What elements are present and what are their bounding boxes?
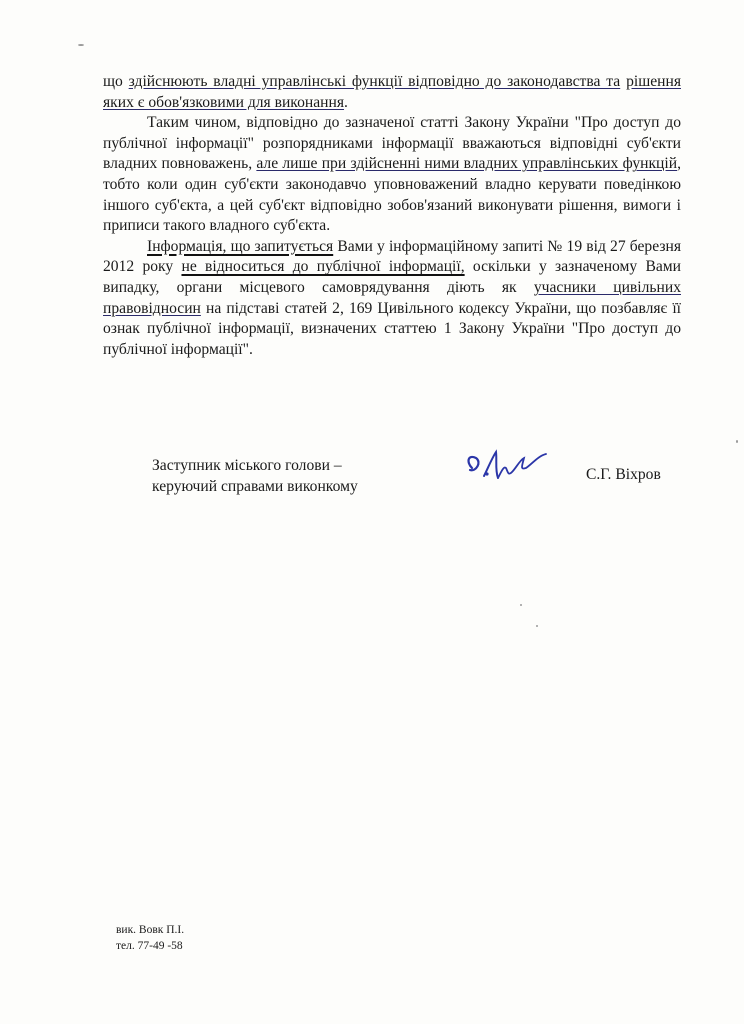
paragraph-3	[103, 237, 681, 361]
signatory-position	[152, 455, 358, 497]
executor-phone: тел. 77-49 -58	[116, 940, 183, 952]
paragraph-2	[103, 113, 681, 237]
underlined-phrase: здійснюють владні управлінські функції відповідно до законодавства та	[128, 73, 621, 90]
letter-body	[103, 72, 681, 360]
executor-name: вик. Вовк П.І.	[116, 924, 185, 936]
text-span: , тобто коли один суб'єкти законодавчо уповноважений владно керувати поведінкою іншого суб'єкта, а цей суб'єкт відповідно зобов'язаний виконувати рішення, вимоги і приписи такого владного суб'єкта.	[103, 155, 681, 235]
scan-speck	[536, 625, 538, 627]
underlined-phrase: але лише при здійсненні ними владних управлінських функцій	[256, 155, 678, 173]
scan-speck	[520, 604, 522, 606]
text-span: що	[103, 73, 129, 90]
position-line: керуючий справами виконкому	[152, 478, 358, 495]
text-span: Таким чином, відповідно до зазначеної статті Закону України "Про доступ до публічної інформації" розпорядниками інформації вважаються відповідні суб'єкти владних повноважень,	[103, 114, 681, 173]
underlined-phrase: рішення яких є обов'язковими для виконання	[103, 73, 681, 111]
underlined-phrase: Інформація, що запитується	[147, 237, 334, 255]
underlined-phrase: учасники цивільних правовідносин	[103, 278, 681, 317]
scan-speck	[78, 44, 84, 46]
executor-info	[116, 922, 184, 954]
underlined-phrase: не відноситься до публічної інформації,	[181, 258, 465, 276]
text-span: .	[344, 93, 348, 111]
paragraph-continuation	[103, 72, 681, 113]
text-span: на підставі статей 2, 169 Цивільного кодексу України, що позбавляє її ознак публічної інформації, визначених статтею 1 Закону України "Про доступ до публічної інформації".	[103, 299, 681, 358]
position-line: Заступник міського голови –	[152, 457, 342, 474]
signatory-name: С.Г. Віхров	[586, 466, 661, 483]
text-span: оскільки у зазначеному Вами випадку, органи місцевого самоврядування діють як	[103, 258, 681, 296]
text-span: Вами у інформаційному запиті № 19 від 27 березня 2012 року	[103, 237, 682, 276]
handwritten-signature	[462, 438, 552, 494]
scan-speck	[736, 440, 738, 443]
